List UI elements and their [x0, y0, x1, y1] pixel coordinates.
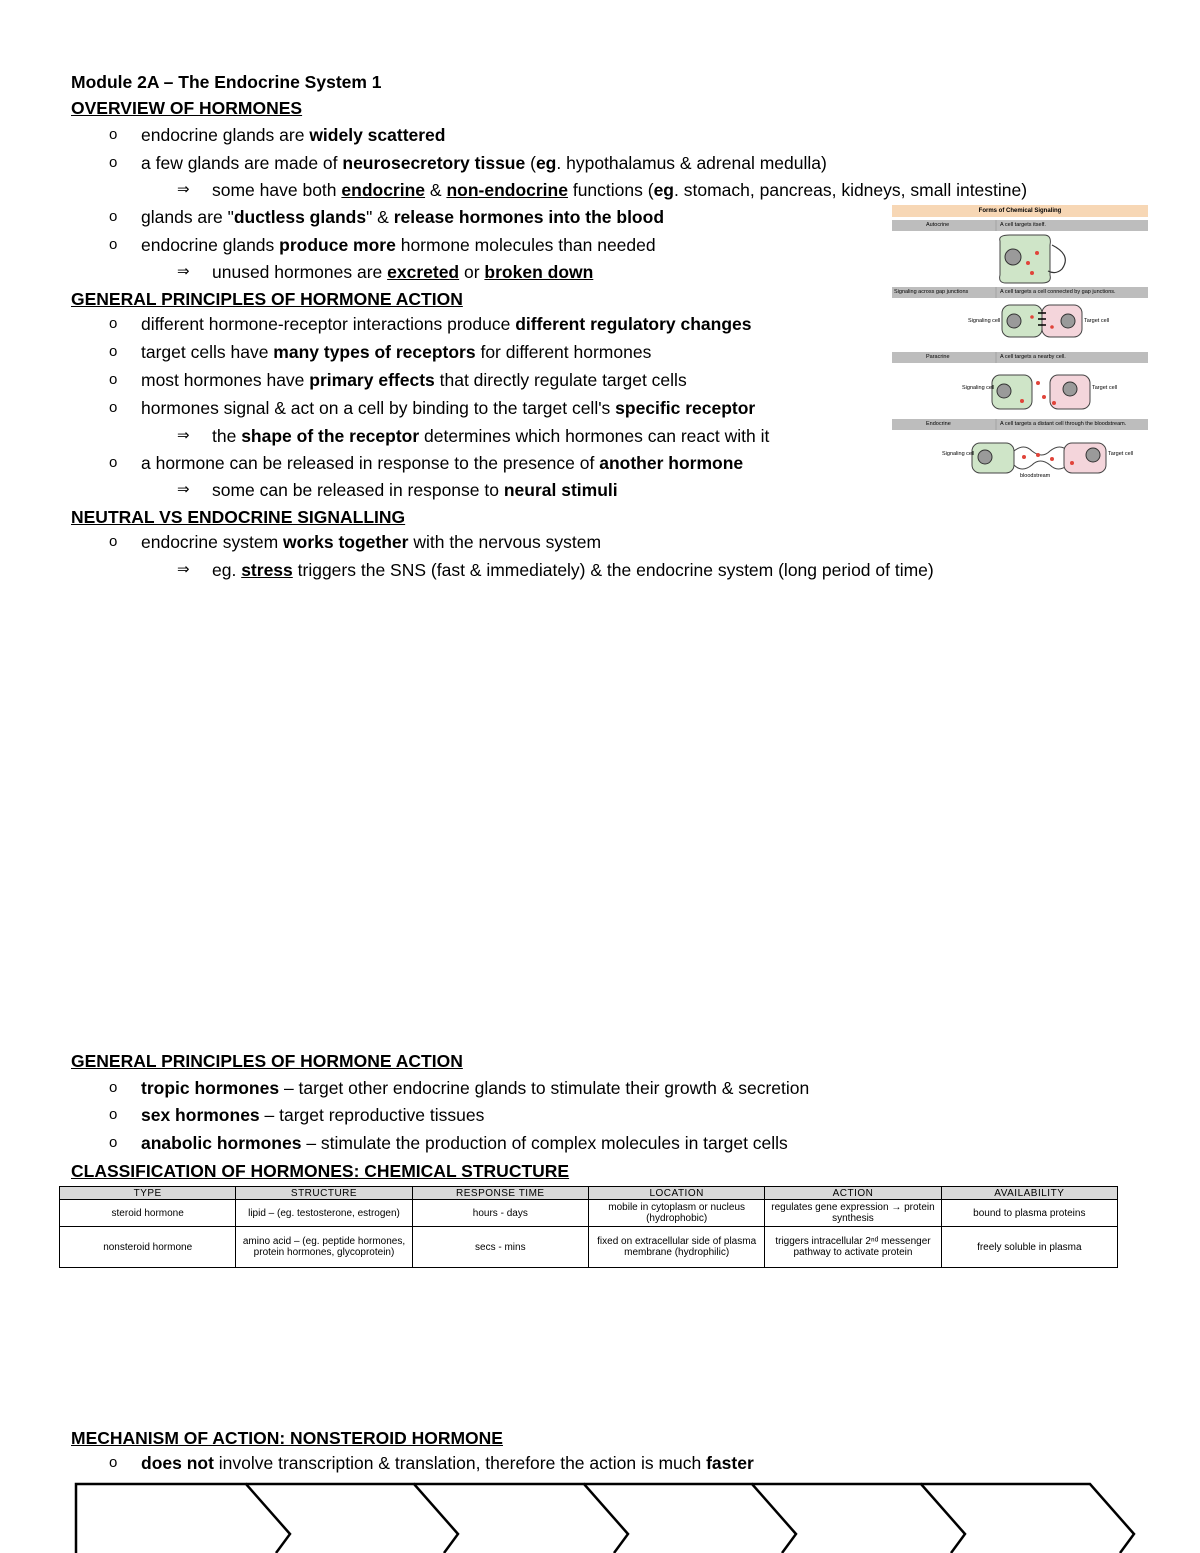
principles-heading: GENERAL PRINCIPLES OF HORMONE ACTION [71, 289, 463, 309]
table-cell: steroid hormone [60, 1200, 236, 1227]
classification-heading: CLASSIFICATION OF HORMONES: CHEMICAL STRUCTURE [71, 1161, 570, 1181]
target-cell-label: Target cell [1108, 451, 1134, 457]
column-header: RESPONSE TIME [412, 1187, 588, 1200]
chemical-signaling-figure [892, 205, 1148, 481]
flow-step [246, 1484, 458, 1553]
bullet-icon: o [109, 1134, 118, 1151]
bullet-icon: o [109, 454, 118, 471]
arrow-icon: ⇒ [177, 263, 190, 280]
bullet-icon: o [109, 399, 118, 416]
flow-step [921, 1484, 1134, 1553]
bullet-icon: o [109, 1106, 118, 1123]
bullet-icon: o [109, 208, 118, 225]
principles2-heading: GENERAL PRINCIPLES OF HORMONE ACTION [71, 1051, 463, 1071]
bullet-icon: o [109, 1079, 118, 1096]
table-cell: amino acid – (eg. peptide hormones, protein hormones, glycoprotein) [236, 1227, 412, 1268]
bullet-icon: o [109, 1454, 118, 1471]
column-header: STRUCTURE [236, 1187, 412, 1200]
signaling-cell-label: Signaling cell [942, 451, 975, 457]
mechanism-heading: MECHANISM OF ACTION: NONSTEROID HORMONE [71, 1428, 503, 1448]
table-cell: regulates gene expression → protein synthesis [765, 1200, 941, 1227]
table-cell: bound to plasma proteins [941, 1200, 1117, 1227]
bullet-icon: o [109, 343, 118, 360]
target-cell-label: Target cell [1084, 318, 1110, 324]
arrow-icon: ⇒ [177, 181, 190, 198]
overview-heading: OVERVIEW OF HORMONES [71, 98, 303, 118]
table-cell: mobile in cytoplasm or nucleus (hydrophobic) [588, 1200, 764, 1227]
signaling-cell-label: Signaling cell [962, 385, 995, 391]
table-cell: hours - days [412, 1200, 588, 1227]
bullet-icon: o [109, 315, 118, 332]
autocrine-cell [1000, 235, 1066, 283]
bullet-icon: o [109, 126, 118, 143]
table-cell: lipid – (eg. testosterone, estrogen) [236, 1200, 412, 1227]
classification-table [59, 1186, 1118, 1268]
figure-row-autocrine: Autocrine A cell targets itself. [892, 220, 1148, 231]
table-row [60, 1200, 1118, 1227]
column-header: AVAILABILITY [941, 1187, 1117, 1200]
figure-row-endocrine: Endocrine A cell targets a distant cell through the bloodstream. [892, 419, 1148, 430]
table-cell: secs - mins [412, 1227, 588, 1268]
flow-step [752, 1484, 965, 1553]
figure-row-gap-junctions: Signaling across gap junctions A cell targets a cell connected by gap junctions. [892, 287, 1148, 298]
table-header-row [60, 1187, 1118, 1200]
signaling-cell-label: Signaling cell [968, 318, 1001, 324]
flow-step [584, 1484, 796, 1553]
figure-title: Forms of Chemical Signaling [892, 205, 1148, 217]
column-header: ACTION [765, 1187, 941, 1200]
arrow-icon: ⇒ [177, 481, 190, 498]
table-cell: nonsteroid hormone [60, 1227, 236, 1268]
bullet-icon: o [109, 533, 118, 550]
column-header: LOCATION [588, 1187, 764, 1200]
bloodstream-label: bloodstream [1020, 473, 1051, 479]
bullet-icon: o [109, 154, 118, 171]
arrow-icon: ⇒ [177, 561, 190, 578]
target-cell-label: Target cell [1092, 385, 1118, 391]
flow-step [414, 1484, 628, 1553]
endocrine-cells [972, 443, 1106, 473]
gap-junction-cells [1002, 305, 1082, 337]
neutral-heading: NEUTRAL VS ENDOCRINE SIGNALLING [71, 507, 406, 527]
bullet-icon: o [109, 371, 118, 388]
figure-row-paracrine: Paracrine A cell targets a nearby cell. [892, 352, 1148, 363]
page-title: Module 2A – The Endocrine System 1 [71, 72, 382, 92]
arrow-icon: ⇒ [177, 427, 190, 444]
signaling-illustration [892, 205, 1148, 481]
table-cell: fixed on extracellular side of plasma membrane (hydrophilic) [588, 1227, 764, 1268]
column-header: TYPE [60, 1187, 236, 1200]
bullet-icon: o [109, 236, 118, 253]
table-cell: triggers intracellular 2ⁿᵈ messenger pathway to activate protein [765, 1227, 941, 1268]
table-row [60, 1227, 1118, 1268]
paracrine-cells [992, 375, 1090, 409]
flow-step [76, 1484, 290, 1553]
table-cell: freely soluble in plasma [941, 1227, 1117, 1268]
